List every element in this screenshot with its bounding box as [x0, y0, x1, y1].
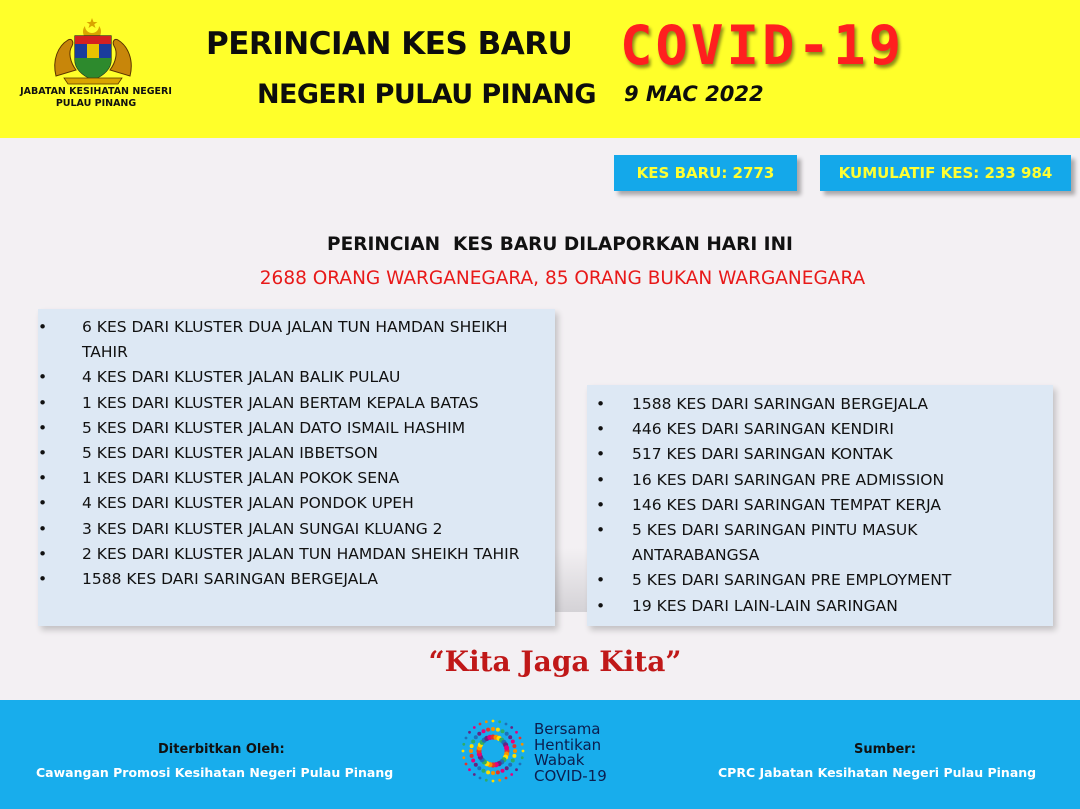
list-item: • 146 KES DARI SARINGAN TEMPAT KERJA [632, 493, 1045, 518]
source-name: CPRC Jabatan Kesihatan Negeri Pulau Pinang [718, 765, 1037, 780]
cumulative-cases-badge: KUMULATIF KES: 233 984 [820, 155, 1071, 191]
list-item: • 517 KES DARI SARINGAN KONTAK [632, 442, 1045, 467]
cluster-list [82, 315, 547, 592]
list-item: • 16 KES DARI SARINGAN PRE ADMISSION [632, 468, 1045, 493]
campaign-line-1: Bersama [534, 720, 601, 738]
agency-name [0, 86, 192, 110]
campaign-logo-text [534, 722, 607, 784]
new-cases-badge: KES BARU: 2773 [614, 155, 797, 191]
slogan: “Kita Jaga Kita” [428, 645, 682, 678]
screening-list-box [587, 385, 1053, 626]
report-date: 9 MAC 2022 [624, 82, 764, 106]
decorative-shadow [555, 548, 587, 612]
section-title: PERINCIAN KES BARU DILAPORKAN HARI INI [327, 234, 793, 255]
list-item: • 5 KES DARI KLUSTER JALAN IBBETSON [82, 441, 547, 466]
covid-title: COVID-19 [620, 14, 905, 77]
list-item: • 1588 KES DARI SARINGAN BERGEJALA [632, 392, 1045, 417]
campaign-burst-icon [458, 716, 528, 786]
list-item: • 2 KES DARI KLUSTER JALAN TUN HAMDAN SHEIKH TAHIR [82, 542, 547, 567]
header-banner [0, 0, 1080, 138]
cluster-list-box [38, 309, 555, 626]
list-item: • 446 KES DARI SARINGAN KENDIRI [632, 417, 1045, 442]
list-item: • 1588 KES DARI SARINGAN BERGEJALA [82, 567, 547, 592]
agency-line-1: JABATAN KESIHATAN NEGERI [20, 86, 172, 97]
list-item: • 5 KES DARI KLUSTER JALAN DATO ISMAIL HASHIM [82, 416, 547, 441]
screening-list [632, 392, 1045, 619]
source-label: Sumber: [854, 742, 916, 757]
page-title: PERINCIAN KES BARU [206, 26, 573, 62]
agency-line-2: PULAU PINANG [55, 98, 137, 109]
campaign-line-2: Hentikan [534, 735, 602, 754]
list-item: • 4 KES DARI KLUSTER JALAN PONDOK UPEH [82, 491, 547, 516]
list-item: • 4 KES DARI KLUSTER JALAN BALIK PULAU [82, 365, 547, 390]
campaign-line-3: Wabak [534, 751, 585, 769]
campaign-line-4: COVID-19 [534, 766, 607, 785]
list-item: • 3 KES DARI KLUSTER JALAN SUNGAI KLUANG 2 [82, 517, 547, 542]
list-item: • 1 KES DARI KLUSTER JALAN BERTAM KEPALA BATAS [82, 391, 547, 416]
list-item: • 6 KES DARI KLUSTER DUA JALAN TUN HAMDAN SHEIKH TAHIR [82, 315, 547, 365]
list-item: • 5 KES DARI SARINGAN PRE EMPLOYMENT [632, 568, 1045, 593]
section-subtitle: 2688 ORANG WARGANEGARA, 85 ORANG BUKAN WARGANEGARA [259, 268, 866, 289]
coat-of-arms-icon [50, 16, 136, 86]
list-item: • 1 KES DARI KLUSTER JALAN POKOK SENA [82, 466, 547, 491]
publisher-label: Diterbitkan Oleh: [158, 742, 285, 757]
page-subtitle: NEGERI PULAU PINANG [257, 79, 596, 110]
list-item: • 5 KES DARI SARINGAN PINTU MASUK ANTARABANGSA [632, 518, 1045, 568]
publisher-name: Cawangan Promosi Kesihatan Negeri Pulau Pinang [36, 765, 394, 780]
list-item: • 19 KES DARI LAIN-LAIN SARINGAN [632, 594, 1045, 619]
